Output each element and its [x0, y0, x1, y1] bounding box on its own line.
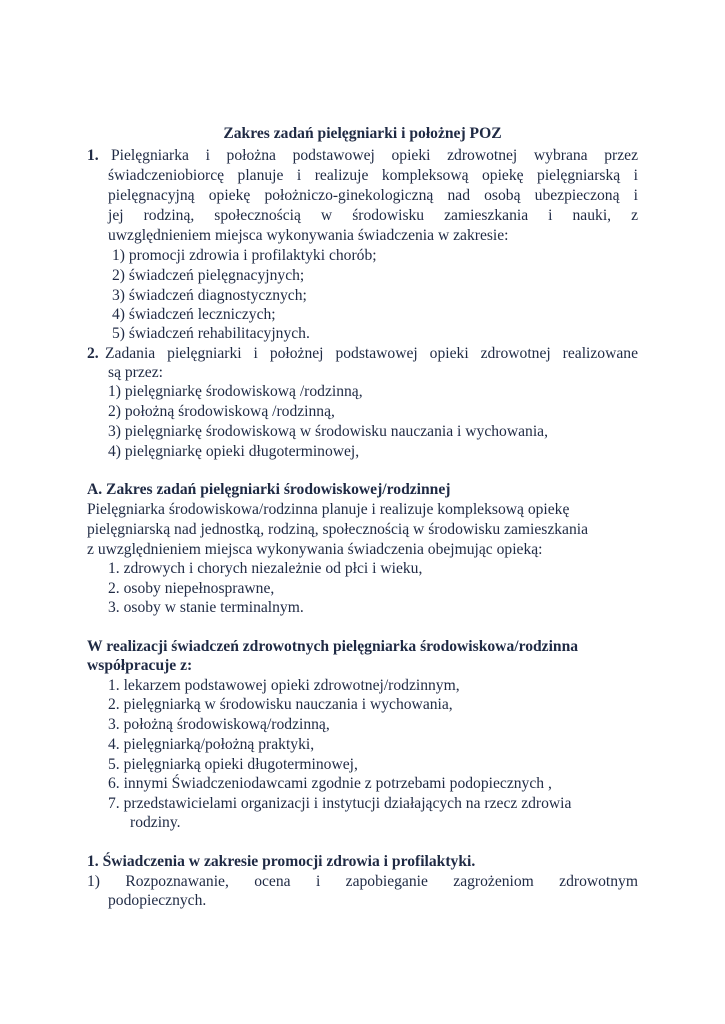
- list-item: 4) świadczeń leczniczych;: [112, 306, 276, 323]
- section-a-line: Pielęgniarka środowiskowa/rodzinna planuje i realizuje kompleksową opiekę: [87, 501, 570, 518]
- list-item: 2. osoby niepełnosprawne,: [108, 580, 275, 597]
- list-item: 5) świadczeń rehabilitacyjnych.: [112, 325, 310, 342]
- list-item: 2) położną środowiskową /rodzinną,: [108, 403, 335, 420]
- section-1-line: Pielęgniarka i położna podstawowej opieki zdrowotnej wybrana przez: [111, 147, 638, 164]
- promotion-line: 1) Rozpoznawanie, ocena i zapobieganie zagrożeniom zdrowotnym: [87, 873, 638, 890]
- section-1-line: uwzględnieniem miejsca wykonywania świadczenia w zakresie:: [108, 227, 509, 244]
- promotion-heading: 1. Świadczenia w zakresie promocji zdrowia i profilaktyki.: [87, 853, 476, 870]
- list-item: 6. innymi Świadczeniodawcami zgodnie z potrzebami podopiecznych ,: [108, 775, 552, 792]
- list-item: 1. zdrowych i chorych niezależnie od płci i wieku,: [108, 560, 423, 577]
- list-item: 3. położną środowiskową/rodzinną,: [108, 716, 330, 733]
- list-item: 4) pielęgniarkę opieki długoterminowej,: [108, 443, 360, 460]
- section-2-line: Zadania pielęgniarki i położnej podstawowej opieki zdrowotnej realizowane: [105, 345, 638, 362]
- section-1-number: 1.: [87, 147, 99, 164]
- section-2-number: 2.: [87, 345, 99, 362]
- promotion-line: podopiecznych.: [108, 892, 207, 909]
- section-a-heading: A. Zakres zadań pielęgniarki środowiskowej/rodzinnej: [87, 481, 451, 498]
- list-item: 3) pielęgniarkę środowiskową w środowisku nauczania i wychowania,: [108, 423, 548, 440]
- list-item: rodziny.: [130, 814, 181, 831]
- list-item: 1. lekarzem podstawowej opieki zdrowotnej/rodzinnym,: [108, 677, 460, 694]
- list-item: 5. pielęgniarką opieki długoterminowej,: [108, 756, 358, 773]
- section-a-line: z uwzględnieniem miejsca wykonywania świadczenia obejmując opieką:: [87, 541, 543, 558]
- section-2-line: są przez:: [108, 364, 163, 381]
- cooperation-heading: W realizacji świadczeń zdrowotnych pielęgniarka środowiskowa/rodzinna: [87, 638, 579, 655]
- list-item: 2) świadczeń pielęgnacyjnych;: [112, 267, 305, 284]
- section-a-line: pielęgniarską nad jednostką, rodziną, społecznością w środowisku zamieszkania: [87, 521, 589, 538]
- cooperation-heading: współpracuje z:: [87, 657, 193, 674]
- section-1-line: pielęgnacyjną opiekę położniczo-ginekologiczną nad osobą ubezpieczoną i: [108, 187, 638, 204]
- list-item: 1) promocji zdrowia i profilaktyki chorób;: [112, 247, 377, 264]
- section-1-line: jej rodziną, społecznością w środowisku zamieszkania i nauki, z: [108, 207, 638, 224]
- list-item: 4. pielęgniarką/położną praktyki,: [108, 736, 315, 753]
- list-item: 7. przedstawicielami organizacji i instytucji działających na rzecz zdrowia: [108, 795, 572, 812]
- list-item: 3. osoby w stanie terminalnym.: [108, 599, 304, 616]
- page-title: Zakres zadań pielęgniarki i położnej POZ: [223, 125, 502, 142]
- list-item: 1) pielęgniarkę środowiskową /rodzinną,: [108, 383, 363, 400]
- section-1-line: świadczeniobiorcę planuje i realizuje kompleksową opiekę pielęgniarską i: [108, 167, 638, 184]
- list-item: 2. pielęgniarką w środowisku nauczania i wychowania,: [108, 696, 453, 713]
- list-item: 3) świadczeń diagnostycznych;: [112, 287, 307, 304]
